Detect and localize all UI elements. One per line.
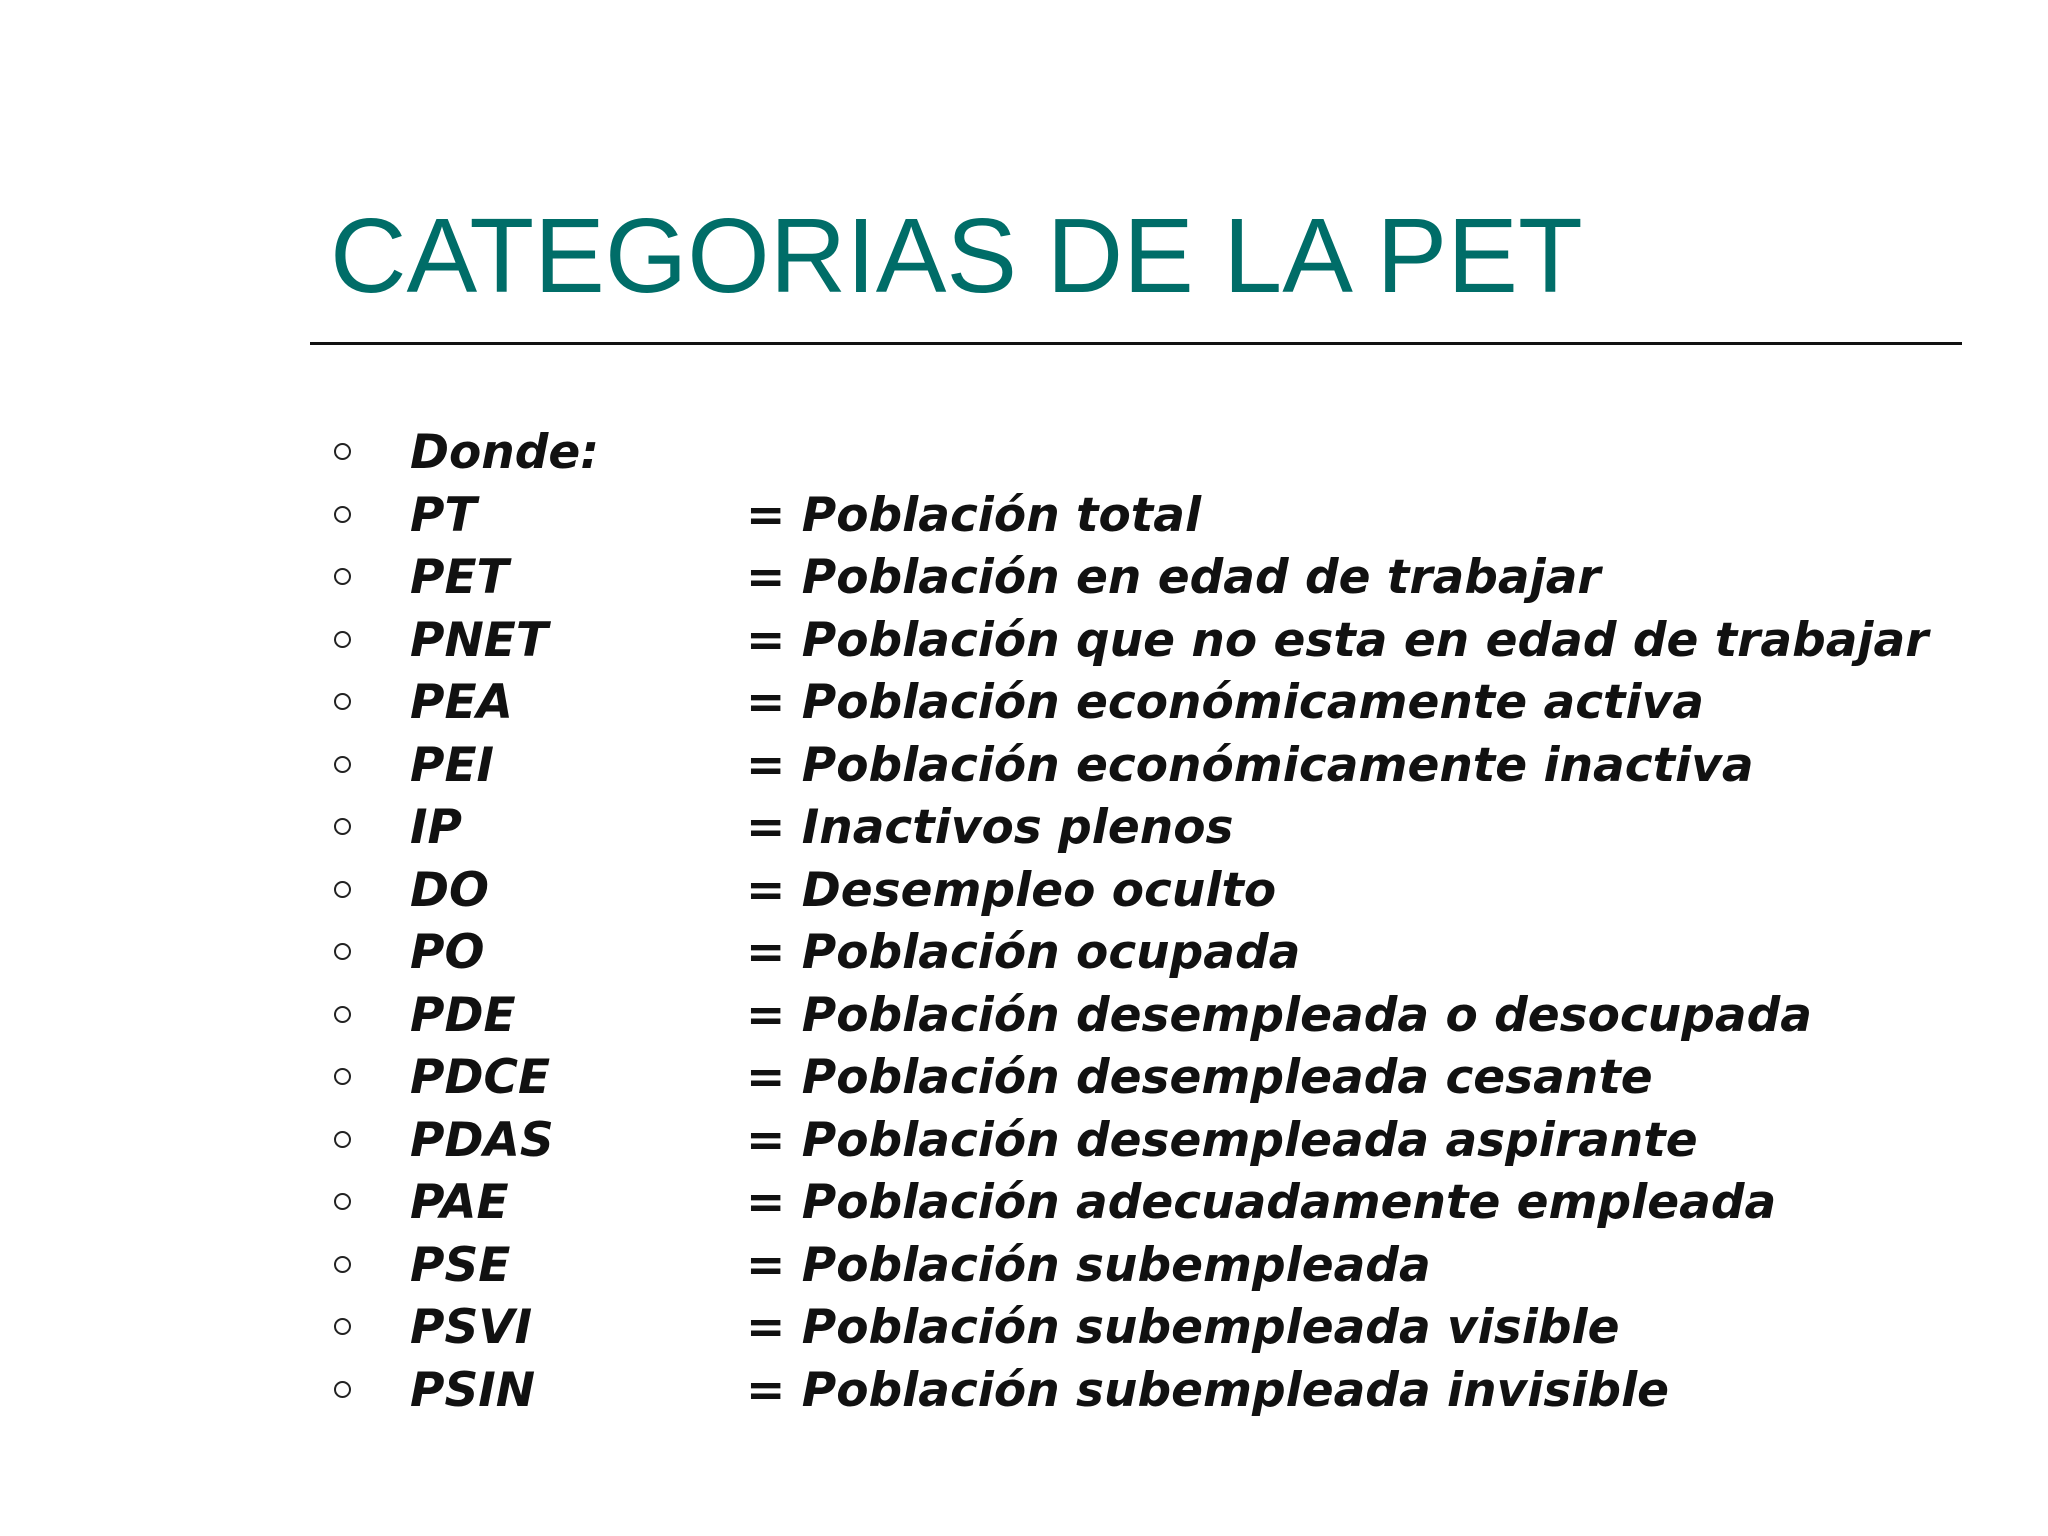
item-term: PO: [410, 925, 485, 980]
item-term: PAE: [410, 1175, 509, 1230]
list-item: [0, 1172, 2048, 1235]
item-definition: = Población que no esta en edad de trabajar: [746, 612, 1929, 668]
item-term: PEA: [410, 675, 513, 730]
list-item: [0, 610, 2048, 673]
list-item: [0, 1360, 2048, 1423]
list-item: [0, 672, 2048, 735]
item-term: PSIN: [410, 1362, 536, 1418]
list-item: [0, 1047, 2048, 1110]
item-term: PDE: [410, 987, 516, 1043]
item-definition: = Población económicamente inactiva: [746, 737, 1754, 793]
title-divider: [310, 342, 1962, 345]
item-term: PEI: [410, 737, 495, 793]
hollow-circle-bullet-icon: [334, 818, 351, 835]
hollow-circle-bullet-icon: [334, 443, 351, 460]
item-definition: = Población desempleada o desocupada: [746, 987, 1812, 1043]
list-item: [0, 1110, 2048, 1173]
item-term: PSE: [410, 1237, 511, 1293]
hollow-circle-bullet-icon: [334, 881, 351, 898]
hollow-circle-bullet-icon: [334, 1381, 351, 1398]
hollow-circle-bullet-icon: [334, 1318, 351, 1335]
item-definition: = Inactivos plenos: [746, 800, 1234, 855]
item-term: Donde:: [410, 425, 600, 480]
hollow-circle-bullet-icon: [334, 943, 351, 960]
hollow-circle-bullet-icon: [334, 568, 351, 585]
list-item: [0, 547, 2048, 610]
item-term: PSVI: [410, 1300, 533, 1355]
hollow-circle-bullet-icon: [334, 506, 351, 523]
item-definition: = Población subempleada visible: [746, 1300, 1620, 1355]
item-definition: = Población desempleada cesante: [746, 1050, 1653, 1105]
hollow-circle-bullet-icon: [334, 631, 351, 648]
item-term: PDAS: [410, 1112, 554, 1168]
item-term: PT: [410, 487, 477, 543]
slide-title: CATEGORIAS DE LA PET: [330, 197, 1583, 315]
item-term: PET: [410, 550, 509, 605]
item-definition: = Población ocupada: [746, 925, 1301, 980]
item-definition: = Población subempleada invisible: [746, 1362, 1670, 1418]
hollow-circle-bullet-icon: [334, 693, 351, 710]
list-item: [0, 735, 2048, 798]
item-definition: = Población económicamente activa: [746, 675, 1704, 730]
list-item: [0, 1297, 2048, 1360]
item-definition: = Población total: [746, 487, 1202, 543]
hollow-circle-bullet-icon: [334, 1068, 351, 1085]
list-item: [0, 485, 2048, 548]
list-item: [0, 422, 2048, 485]
item-term: PDCE: [410, 1050, 551, 1105]
list-item: [0, 922, 2048, 985]
definition-list: [0, 422, 2048, 1422]
item-definition: = Población desempleada aspirante: [746, 1112, 1698, 1168]
list-item: [0, 797, 2048, 860]
item-definition: = Población adecuadamente empleada: [746, 1175, 1777, 1230]
item-definition: = Población en edad de trabajar: [746, 550, 1601, 605]
hollow-circle-bullet-icon: [334, 1006, 351, 1023]
hollow-circle-bullet-icon: [334, 756, 351, 773]
item-term: DO: [410, 862, 489, 918]
hollow-circle-bullet-icon: [334, 1193, 351, 1210]
list-item: [0, 860, 2048, 923]
item-definition: = Desempleo oculto: [746, 862, 1277, 918]
item-term: IP: [410, 800, 462, 855]
hollow-circle-bullet-icon: [334, 1256, 351, 1273]
item-definition: = Población subempleada: [746, 1237, 1431, 1293]
hollow-circle-bullet-icon: [334, 1131, 351, 1148]
list-item: [0, 985, 2048, 1048]
list-item: [0, 1235, 2048, 1298]
item-term: PNET: [410, 612, 548, 668]
